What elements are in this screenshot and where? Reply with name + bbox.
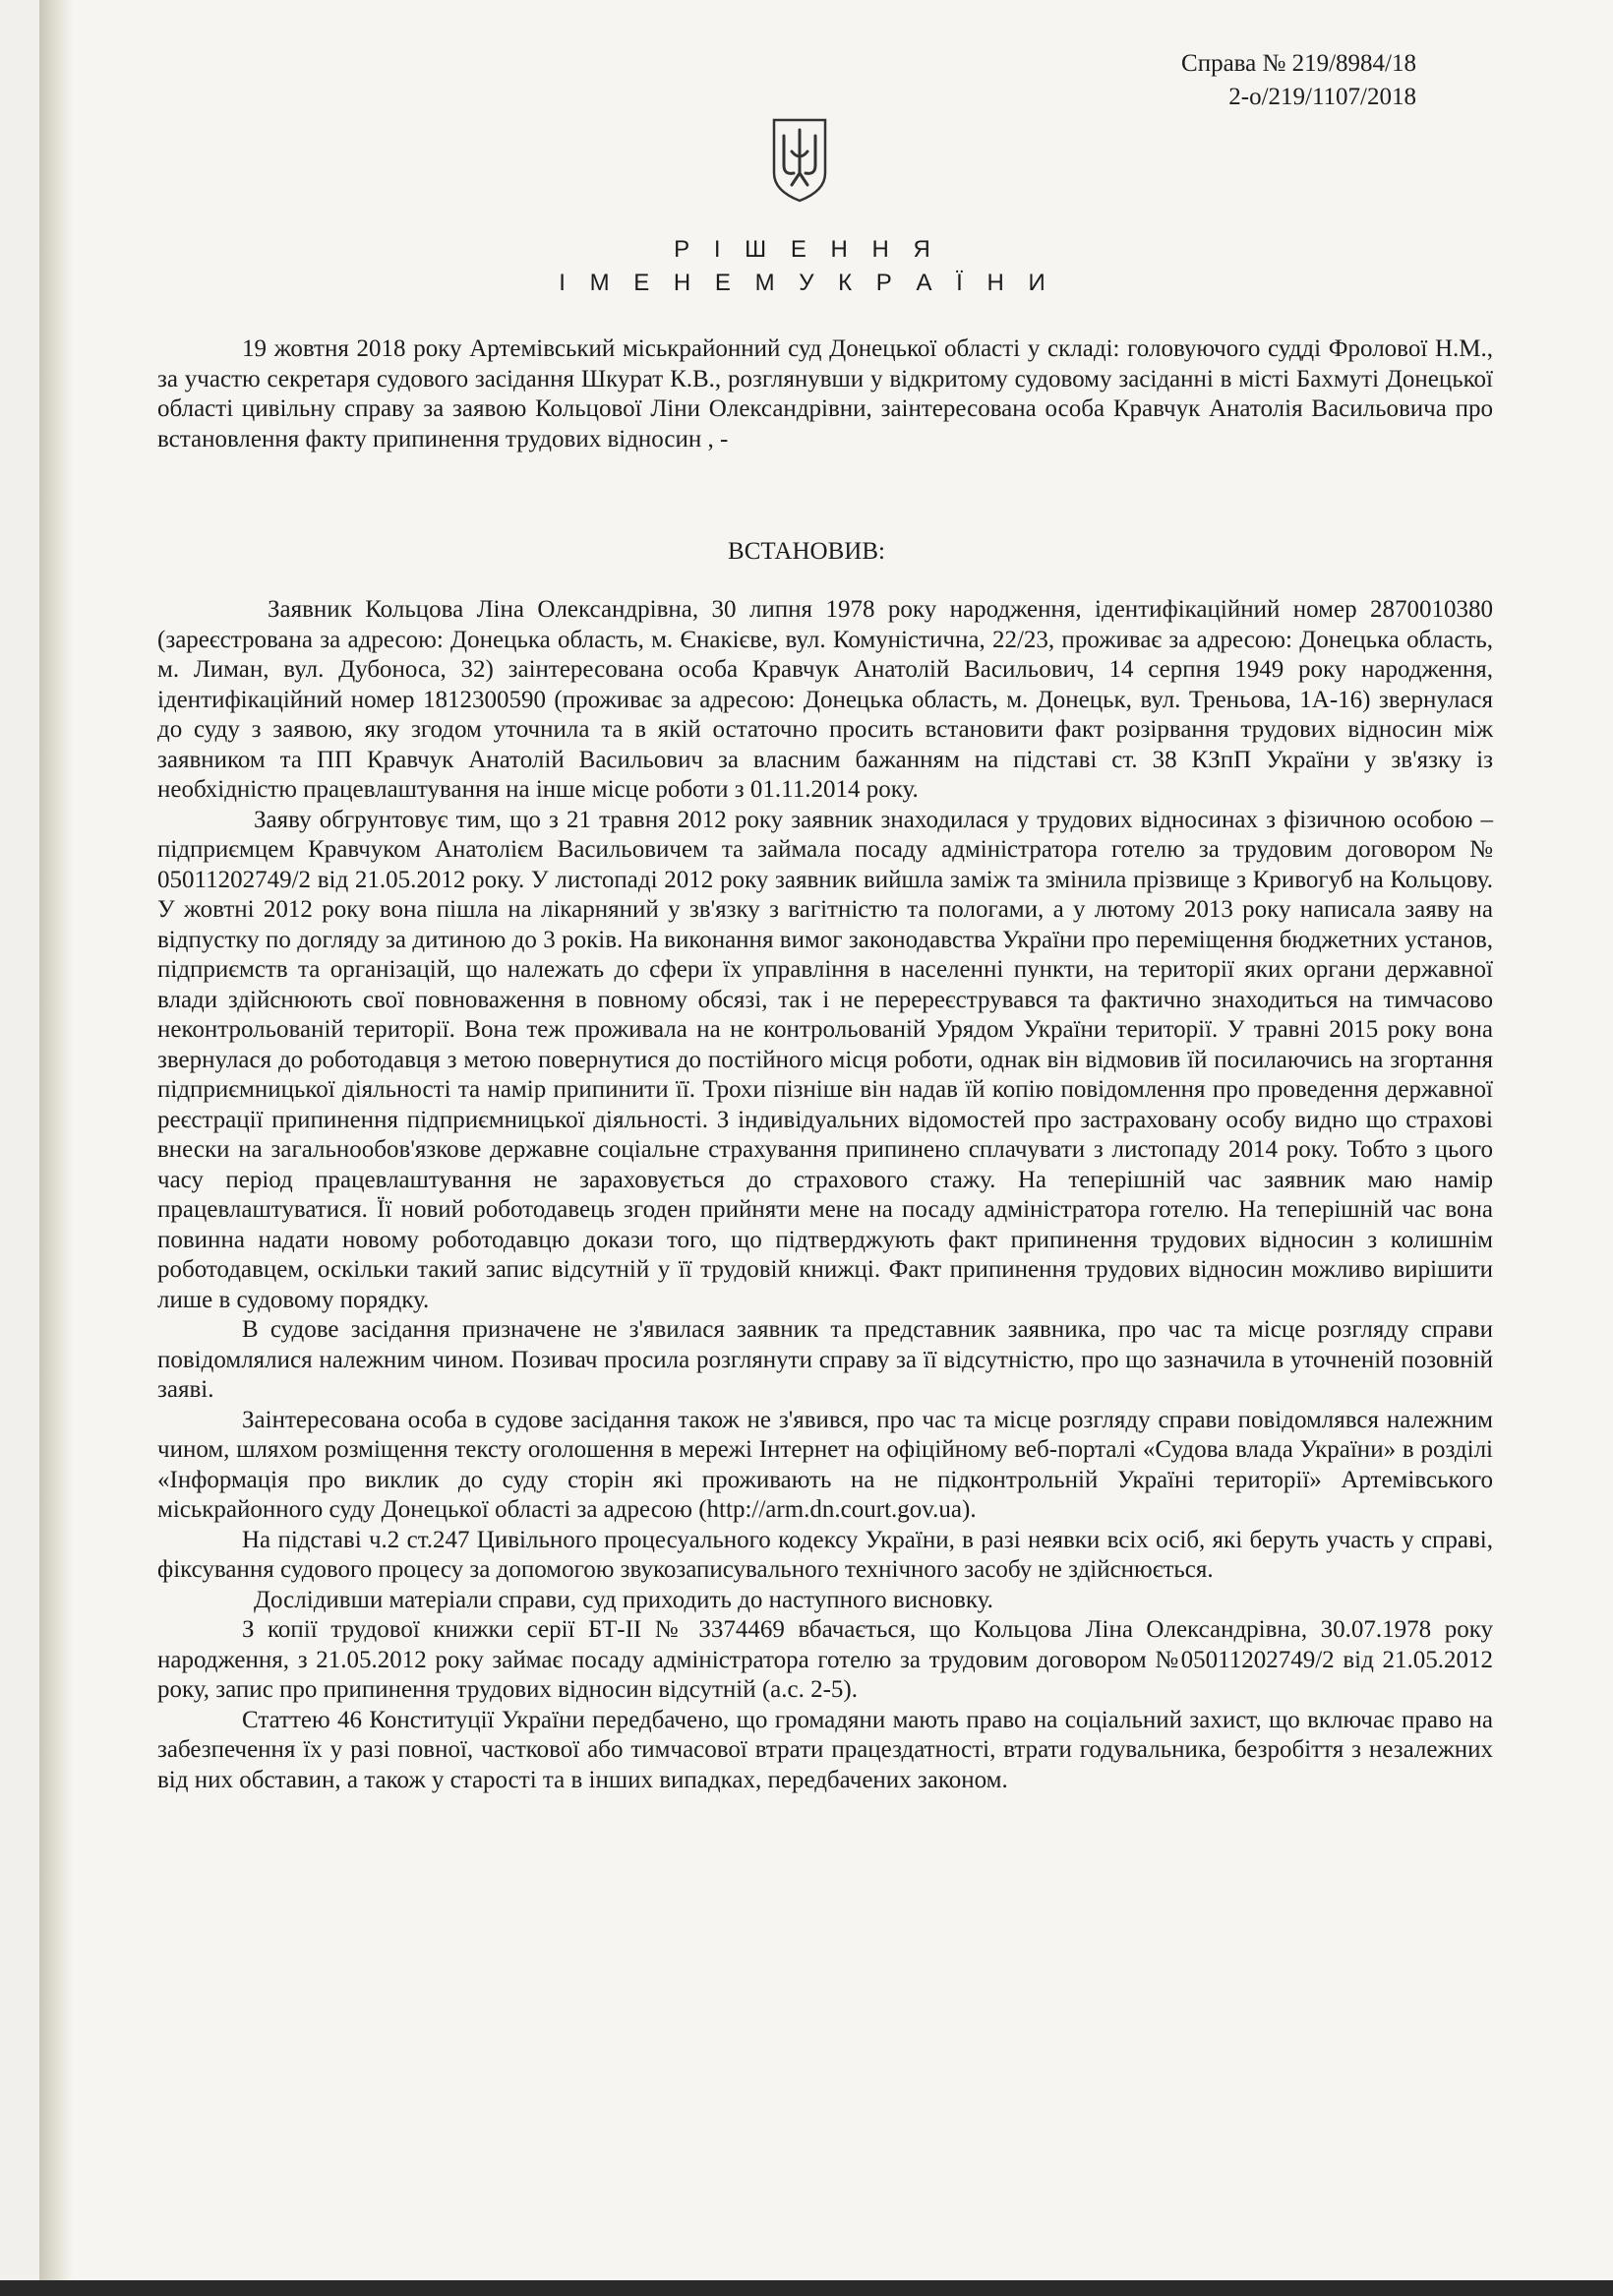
case-number: Справа № 219/8984/18 [1181, 50, 1416, 77]
paragraph-work-record: З копії трудової книжки серії БТ-ІІ № 3374469 вбачається, що Кольцова Ліна Олександрівна, 30.07.1978 року народження, з 21.05.2012 року займає посаду адміністратора готелю за трудовим договором №05011202749/2 від 21.05.2012 року, запис про припинення трудових відносин відсутній (а.с. 2-5). [157, 1616, 1493, 1703]
trident-coat-of-arms-icon [770, 116, 829, 203]
scan-bottom-edge [0, 2280, 1613, 2296]
paragraph-conclusion-intro: Дослідивши матеріали справи, суд приходить до наступного висновку. [254, 1586, 993, 1613]
proceeding-number: 2-о/219/1107/2018 [1228, 84, 1416, 110]
paragraph-absence-interested-party: Заінтересована особа в судове засідання також не з'явився, про час та місце розгляду справи повідомлявся належним чином, шляхом розміщення тексту оголошення в мережі Інтернет на офіційному веб-порталі «Судова влада України» в розділі «Інформація про виклик до суду сторін які проживають на не підконтрольній Україні території» Артемівського міськрайонного суду Донецької області за адресою (http://arm.dn.court.gov.ua). [157, 1406, 1493, 1523]
paragraph-constitution: Статтею 46 Конституції України передбачено, що громадяни мають право на соціальний захист, що включає право на забезпечення їх у разі повної, часткової або тимчасової втрати працездатності, втрати годувальника, безробіття з незалежних від них обставин, а також у старості та в інших випадках, передбачених законом. [157, 1706, 1493, 1793]
paragraph-applicant: Заявник Кольцова Ліна Олександрівна, 30 липня 1978 року народження, ідентифікаційний номер 2870010380 (зареєстрована за адресою: Донецька область, м. Єнакієве, вул. Комуністична, 22/23, проживає за адресою: Донецька область, м. Лиман, вул. Дубоноса, 32) заінтересована особа Кравчук Анатолій Васильович, 14 серпня 1949 року народження, ідентифікаційний номер 1812300590 (проживає за адресою: Донецька область, м. Донецьк, вул. Треньова, 1А-16) звернулася до суду з заявою, яку згодом уточнила та в якій остаточно просить встановити факт розірвання трудових відносин між заявником та ПП Кравчук Анатолій Васильович за власним бажанням на підставі ст. 38 КЗпП України у зв'язку із необхідністю працевлаштування на інше місце роботи з 01.11.2014 року. [157, 596, 1493, 803]
intro-paragraph [157, 334, 1493, 454]
paragraph-grounds: Заяву обгрунтовує тим, що з 21 травня 2012 року заявник знаходилася у трудових відносинах з фізичною особою – підприємцем Кравчуком Анатолієм Васильовичем та займала посаду адміністратора готелю за трудовим договором № 05011202749/2 від 21.05.2012 року. У листопаді 2012 року заявник вийшла заміж та змінила прізвище з Кривогуб на Кольцову. У жовтні 2012 року вона пішла на лікарняний у зв'язку з вагітністю та пологами, а у лютому 2013 року написала заяву на відпустку по догляду за дитиною до 3 років. На виконання вимог законодавства України про переміщення бюджетних установ, підприємств та організацій, що належать до сфери їх управління в населенні пункти, на території яких органи державної влади здійснюють свої повноваження в повному обсязі, так і не перереєструвався та фактично знаходиться на тимчасово неконтрольованій території. Вона теж проживала на не контрольованій Урядом України території. У травні 2015 року вона звернулася до роботодавця з метою повернутися до постійного місця роботи, однак він відмовив їй посилаючись на згортання підприємницької діяльності та намір припинити її. Трохи пізніше він надав їй копію повідомлення про проведення державної реєстрації припинення підприємницької діяльності. З індивідуальних відомостей про застраховану особу видно що страхові внески на загальнообов'язкове державне соціальне страхування припинено сплачувати з листопаду 2014 року. Тобто з цього часу період працевлаштування не зараховується до страхового стажу. На теперішній час заявник маю намір працевлаштуватися. Її новий роботодавець згоден прийняти мене на посаду адміністратора готелю. На теперішній час вона повинна надати новому роботодавцю докази того, що підтверджують факт припинення трудових відносин з колишнім роботодавцем, оскільки такий запис відсутній у її трудовій книжці. Факт припинення трудових відносин можливо вирішити лише в судовому порядку. [157, 806, 1493, 1313]
decision-title: Р І Ш Е Н Н Я [674, 236, 939, 263]
intro-text: 19 жовтня 2018 року Артемівський міськрайонний суд Донецької області у складі: головуючого судді Фролової Н.М., за участю секретаря судового засідання Шкурат К.В., розглянувши у відкритому судовому засіданні в місті Бахмуті Донецької області цивільну справу за заявою Кольцової Ліни Олександрівни, заінтересована особа Кравчук Анатолія Васильовича про встановлення факту припинення трудових відносин , - [157, 335, 1493, 453]
case-number-block [1181, 47, 1416, 114]
paragraph-absence-applicant: В судове засідання призначене не з'явилася заявник та представник заявника, про час та місце розгляду справи повідомлялися належним чином. Позивач просила розглянути справу за її відсутністю, про що зазначила в уточненій позовній заяві. [157, 1316, 1493, 1403]
main-text [157, 595, 1493, 1795]
binding-edge [39, 0, 73, 2296]
established-heading: ВСТАНОВИВ: [728, 538, 885, 565]
paragraph-no-recording: На підставі ч.2 ст.247 Цивільного процесуального кодексу України, в разі неявки всіх осіб, які беруть участь у справі, фіксування судового процесу за допомогою звукозаписувального технічного засобу не здійснюється. [157, 1526, 1493, 1583]
in-name-of-ukraine: І М Е Н Е М У К Р А Ї Н И [559, 270, 1054, 296]
